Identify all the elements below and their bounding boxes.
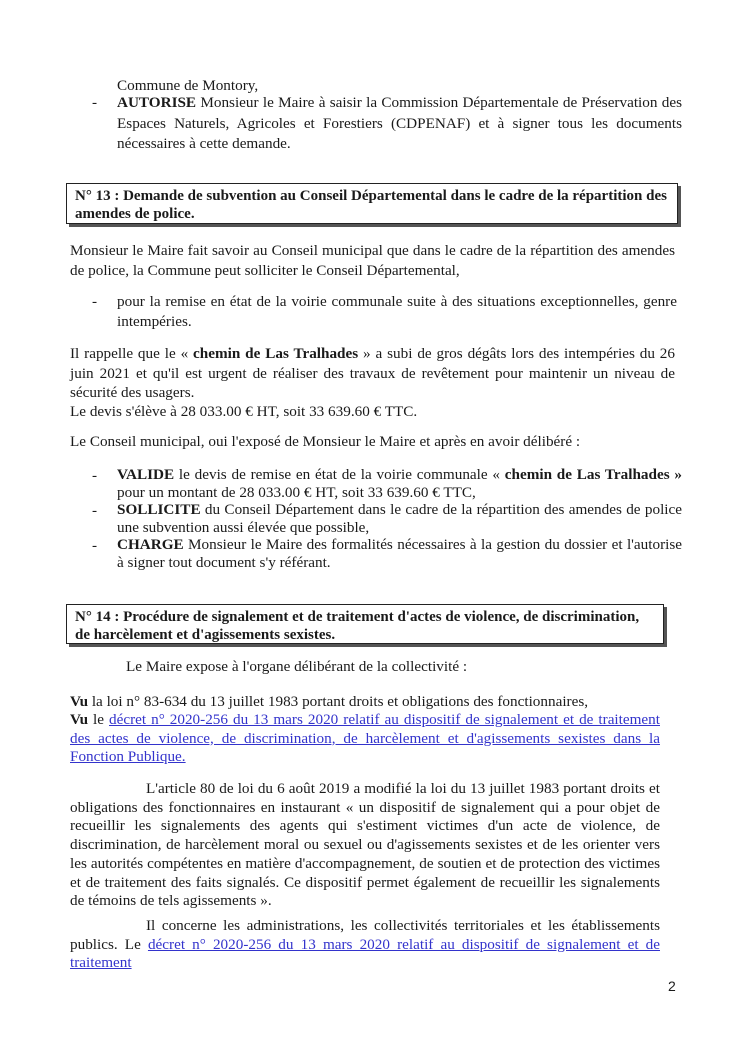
vu1-body: la loi n° 83-634 du 13 juillet 1983 portant droits et obligations des fonctionnaires, [88,693,589,710]
valide-item [92,466,682,506]
sollicite-text [117,501,682,537]
valide-b: pour un montant de 28 033.00 € HT, soit 33 639.60 € TTC, [117,484,476,501]
n14-article: L'article 80 de loi du 6 août 2019 a modifié la loi du 13 juillet 1983 portant droits et obligations des fonctionnaires en instaurant « un dispositif de signalement qui a pour objet de recueillir les signalements des agents qui s'estiment victimes d'un acte de violence, de discrimination, de harcèlement moral ou sexuel ou d'agissements sexistes et de les orienter vers les autorités compétentes en matière d'accompagnement, de soutien et de protection des victimes et de traitement des faits signalés. Ce dispositif permet également de recueillir les signalements de témoins de tels agissements ». [70,780,660,910]
autorise-item [92,93,682,153]
n14-vu1 [70,692,675,711]
n14-concerne [70,917,660,973]
keyword: VALIDE [117,466,175,483]
n14-vu2 [70,711,660,767]
charge-body: Monsieur le Maire des formalités nécessaires à la gestion du dossier et l'autorise à signer tout document s'y référant. [117,536,682,571]
commune-line: Commune de Montory, [117,77,259,94]
n13-rappel [70,344,675,403]
bullet-dash: - [92,537,98,554]
decret-link[interactable]: décret n° 2020-256 du 13 mars 2020 relatif au dispositif de signalement et de traitement des actes de violence, de discrimination, de harcèlement et d'agissements sexistes dans la Fonction Publique. [70,711,660,765]
n13-bullet-text: pour la remise en état de la voirie communale suite à des situations exceptionnelles, genre intempéries. [117,293,677,330]
valide-a: le devis de remise en état de la voirie communale « [174,466,505,483]
vu-keyword: Vu [70,693,89,710]
section-14-heading: N° 14 : Procédure de signalement et de traitement d'actes de violence, de discrimination, de harcèlement et d'agissements sexistes. [66,604,664,644]
n13-intro: Monsieur le Maire fait savoir au Conseil municipal que dans le cadre de la répartition des amendes de police, la Commune peut solliciter le Conseil Départemental, [70,242,675,279]
charge-item [92,536,682,576]
keyword: SOLLICITE [117,501,201,518]
sollicite-item [92,501,682,541]
rappel-a: Il rappelle que le « [70,345,194,362]
valide-text [117,466,682,502]
bullet-dash: - [92,502,98,519]
bullet-dash: - [92,467,98,484]
bullet-dash: - [92,94,98,111]
keyword: CHARGE [117,536,184,553]
vu2-a: le [88,711,109,728]
n13-bullet-item [92,292,682,334]
charge-text [117,536,682,572]
decret-link-2[interactable]: décret n° 2020-256 du 13 mars 2020 relatif au dispositif de signalement et de traitement [70,935,660,971]
n14-expose: Le Maire expose à l'organe délibérant de la collectivité : [126,658,468,675]
section-13-heading: N° 13 : Demande de subvention au Conseil Départemental dans le cadre de la répartition des amendes de police. [66,183,678,224]
autorise-body: Monsieur le Maire à saisir la Commission Départementale de Préservation des Espaces Naturels, Agricoles et Forestiers (CDPENAF) et à signer tous les documents nécessaires à cette demande. [117,94,682,152]
concerne-body: Il concerne les administrations, les collectivités territoriales et les établissements publics. Le [70,917,660,953]
rappel-keyword: chemin de Las Tralhades [193,345,359,362]
autorise-text [117,93,682,155]
n13-conseil: Le Conseil municipal, oui l'exposé de Monsieur le Maire et après en avoir délibéré : [70,433,581,450]
n13-devis: Le devis s'élève à 28 033.00 € HT, soit 33 639.60 € TTC. [70,403,418,420]
valide-keyword2: chemin de Las Tralhades » [504,466,682,483]
sollicite-body: du Conseil Département dans le cadre de la répartition des amendes de police une subvention aussi élevée que possible, [117,501,682,536]
bullet-dash: - [92,293,98,310]
page-number: 2 [668,978,676,994]
vu-keyword: Vu [70,711,89,728]
rappel-b: » a subi de gros dégâts lors des intempéries du 26 juin 2021 et qu'il est urgent de réaliser des travaux de revêtement pour maintenir un niveau de sécurité des usagers. [70,345,675,401]
keyword: AUTORISE [117,94,197,111]
